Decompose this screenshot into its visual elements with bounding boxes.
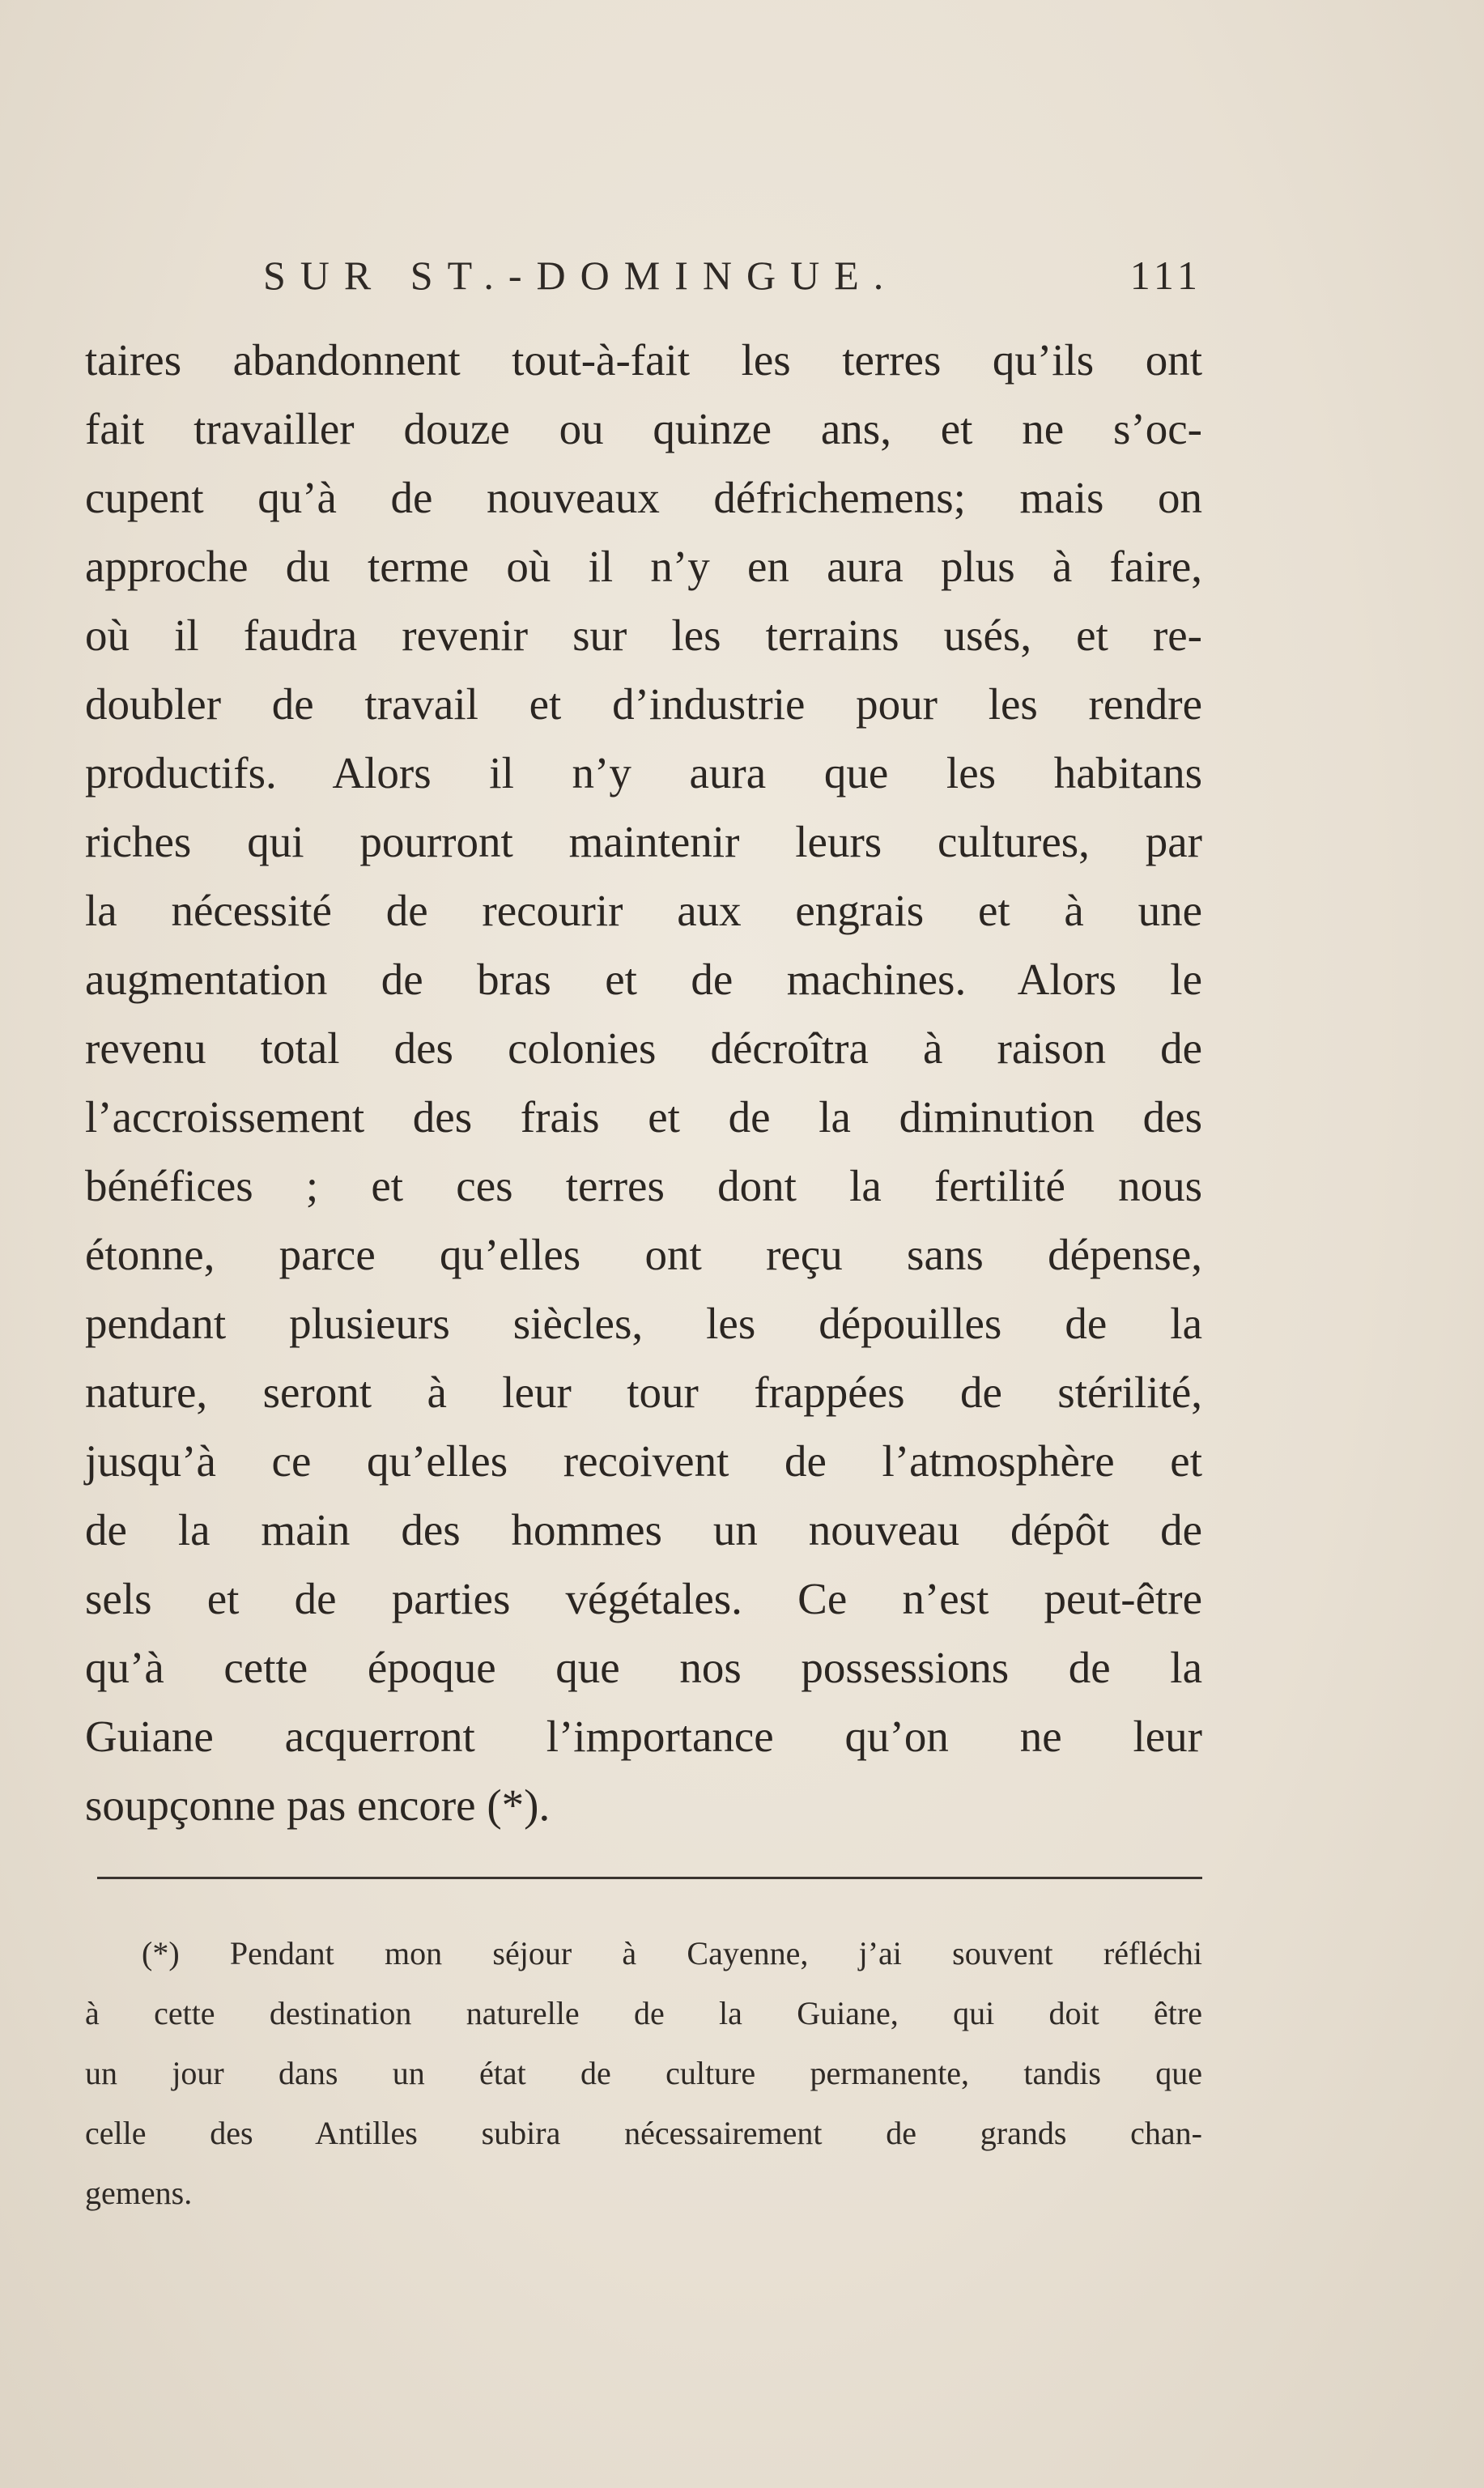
text-line: cupent qu’à de nouveaux défrichemens; mais on bbox=[85, 473, 1202, 522]
footnote-rule bbox=[97, 1877, 1202, 1879]
text-line: productifs. Alors il n’y aura que les habitans bbox=[85, 748, 1202, 797]
footnote-line: un jour dans un état de culture permanente, tandis que bbox=[85, 2055, 1202, 2091]
text-line: fait travailler douze ou quinze ans, et ne s’oc- bbox=[85, 404, 1202, 453]
main-text bbox=[85, 325, 1202, 1839]
text-line: taires abandonnent tout-à-fait les terres qu’ils ont bbox=[85, 335, 1202, 385]
page-header bbox=[263, 251, 1202, 300]
text-line: Guiane acquerront l’importance qu’on ne leur bbox=[85, 1712, 1202, 1761]
text-line: l’accroissement des frais et de la diminution des bbox=[85, 1092, 1202, 1142]
footnote-line: à cette destination naturelle de la Guiane, qui doit être bbox=[85, 1995, 1202, 2031]
text-line: doubler de travail et d’industrie pour les rendre bbox=[85, 679, 1202, 729]
text-line: sels et de parties végétales. Ce n’est peut-être bbox=[85, 1574, 1202, 1623]
text-line: soupçonne pas encore (*). bbox=[85, 1780, 551, 1830]
text-line: de la main des hommes un nouveau dépôt de bbox=[85, 1505, 1202, 1554]
text-line: qu’à cette époque que nos possessions de la bbox=[85, 1643, 1202, 1692]
text-line: la nécessité de recourir aux engrais et à une bbox=[85, 886, 1202, 935]
footnote-line: gemens. bbox=[85, 2175, 193, 2211]
text-line: bénéfices ; et ces terres dont la fertilité nous bbox=[85, 1161, 1202, 1210]
text-line: où il faudra revenir sur les terrains usés, et re- bbox=[85, 610, 1202, 660]
text-line: nature, seront à leur tour frappées de stérilité, bbox=[85, 1367, 1202, 1417]
footnote-line: celle des Antilles subira nécessairement de grands chan- bbox=[85, 2115, 1202, 2151]
text-line: approche du terme où il n’y en aura plus à faire, bbox=[85, 542, 1202, 591]
page-number: 111 bbox=[1129, 253, 1202, 298]
text-line: augmentation de bras et de machines. Alors le bbox=[85, 955, 1202, 1004]
running-title: SUR ST.-DOMINGUE. bbox=[263, 253, 899, 298]
text-line: pendant plusieurs siècles, les dépouilles de la bbox=[85, 1299, 1202, 1348]
footnote bbox=[85, 1924, 1202, 2223]
text-line: étonne, parce qu’elles ont reçu sans dépense, bbox=[85, 1230, 1202, 1279]
footnote-line: (*) Pendant mon séjour à Cayenne, j’ai souvent réfléchi bbox=[142, 1935, 1202, 1971]
text-line: revenu total des colonies décroîtra à raison de bbox=[85, 1023, 1202, 1073]
text-line: riches qui pourront maintenir leurs cultures, par bbox=[85, 817, 1202, 866]
text-line: jusqu’à ce qu’elles recoivent de l’atmosphère et bbox=[85, 1436, 1202, 1486]
